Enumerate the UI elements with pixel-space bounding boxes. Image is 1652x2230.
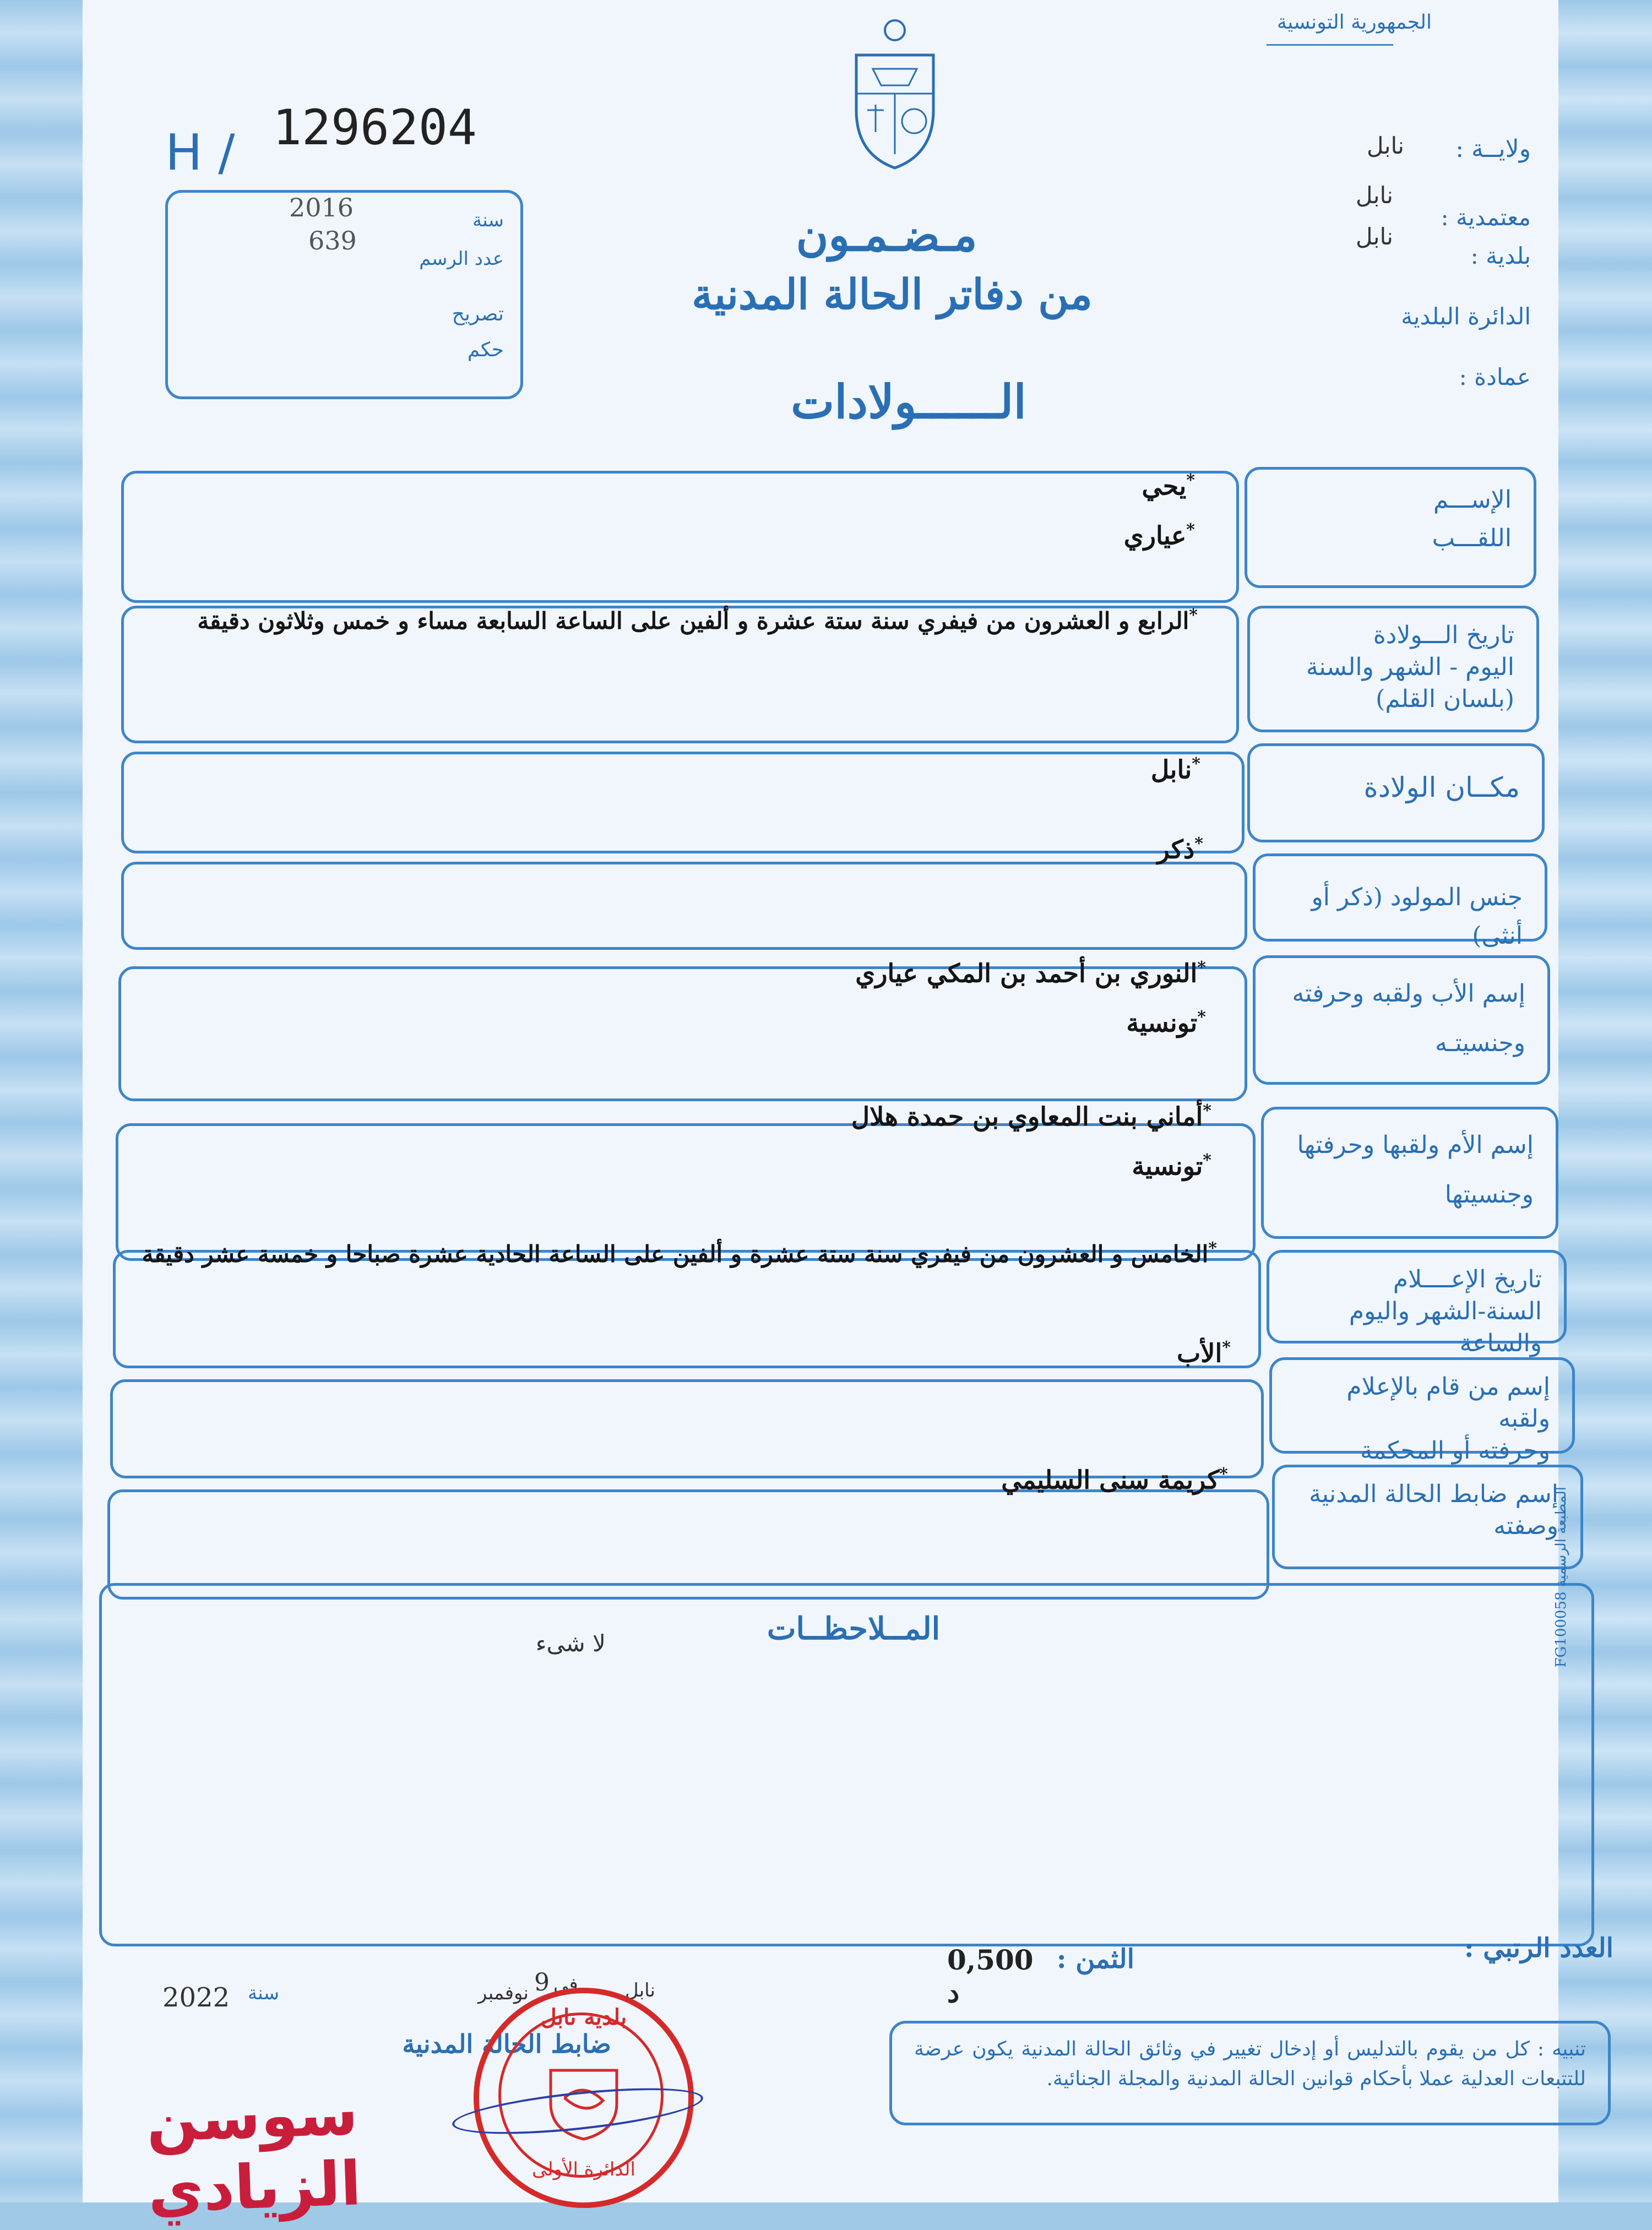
father-label: إسم الأب ولقبه وحرفته bbox=[1292, 980, 1525, 1008]
mother-label: إسم الأم ولقبها وحرفتها bbox=[1297, 1131, 1534, 1159]
declaration-date-label: تاريخ الإعــــلام bbox=[1393, 1265, 1542, 1293]
declarant-value-box bbox=[110, 1379, 1264, 1478]
officer-title-footer: ضابط الحالة المدنية bbox=[402, 2029, 611, 2059]
mother-label-box bbox=[1261, 1107, 1558, 1239]
judgment-label: حكم bbox=[467, 339, 504, 361]
serial-number: 1296204 bbox=[273, 99, 477, 156]
record-number-value: 639 bbox=[308, 226, 357, 255]
last-name-value: *عياري bbox=[1123, 520, 1195, 551]
republic-label: الجمهورية التونسية bbox=[1276, 11, 1432, 34]
declaration-label: تصريح bbox=[452, 303, 504, 325]
sector-label: عمادة : bbox=[1459, 363, 1531, 390]
printer-mark: المطبعة الرسمية FG100058 bbox=[1553, 1487, 1569, 1668]
birth-date-label: تاريخ الـــولادة bbox=[1373, 621, 1514, 649]
father-nationality-label: وجنسيتـه bbox=[1434, 1029, 1525, 1057]
municipal-district-label: الدائرة البلدية bbox=[1401, 303, 1531, 330]
title-births: الــــــولادات bbox=[791, 374, 1026, 429]
issue-day: 9 bbox=[534, 1968, 550, 1997]
gender-label: جنس المولود (ذكر أو أنثى) bbox=[1311, 883, 1523, 950]
year-label: سنة bbox=[472, 209, 504, 231]
stamp-bottom-text: الدائرة الأولى bbox=[532, 2158, 635, 2180]
remarks-value: لا شىء bbox=[535, 1630, 606, 1657]
officer-signature: سوسن الزيادي bbox=[145, 2077, 363, 2226]
gender-value-box bbox=[121, 862, 1247, 950]
year-value: 2016 bbox=[289, 193, 354, 222]
officer-value: *كريمة سنى السليمي bbox=[1001, 1465, 1228, 1495]
last-name-label: اللقـــب bbox=[1432, 524, 1512, 552]
serial-count-label: العدد الرتبي : bbox=[1464, 1933, 1613, 1964]
price-value: 0,500 د bbox=[947, 1944, 1034, 2009]
delegation-label: معتمدية : bbox=[1441, 204, 1531, 231]
record-info-box bbox=[165, 190, 523, 399]
municipality-label: بلدية : bbox=[1470, 242, 1531, 269]
birth-date-in-words-label: (بلسان القلم) bbox=[1376, 685, 1514, 713]
remarks-title: المــلاحظــات bbox=[767, 1611, 941, 1647]
price-label: الثمن : bbox=[1056, 1944, 1134, 1975]
issue-day-prefix: في bbox=[553, 1974, 578, 1996]
mother-name-value: *أماني بنت المعاوي بن حمدة هلال bbox=[851, 1101, 1211, 1132]
declarant-label-box bbox=[1269, 1357, 1575, 1465]
father-nationality-value: *تونسية bbox=[1126, 1008, 1206, 1038]
gender-value: *ذكر bbox=[1157, 834, 1203, 864]
name-value-box bbox=[121, 471, 1239, 603]
declaration-date-format-label: السنة-الشهر واليوم والساعة bbox=[1349, 1297, 1542, 1357]
officer-capacity-label: وصفته bbox=[1493, 1512, 1558, 1540]
declaration-date-value-box bbox=[113, 1250, 1261, 1368]
delegation-value: نابل bbox=[1356, 182, 1393, 209]
republic-underline bbox=[1267, 44, 1393, 46]
issue-year-label: سنة bbox=[248, 1982, 279, 2004]
tunisia-emblem-icon bbox=[840, 17, 950, 171]
declaration-date-value: *الخامس و العشرون من فيفري سنة ستة عشرة و ألفين على الساعة الحادية عشرة صباحا و خمسة عشر دقيقة bbox=[142, 1239, 1217, 1268]
birth-place-label-box bbox=[1247, 743, 1545, 842]
officer-label: إسم ضابط الحالة المدنية bbox=[1309, 1480, 1558, 1508]
issue-place: نابل bbox=[624, 1979, 655, 2001]
left-decorative-border bbox=[0, 0, 83, 2202]
legal-warning-text: تنبيه : كل من يقوم بالتدليس أو إدخال تغيير في وثائق الحالة المدنية يكون عرضة للتتبعات العدلية عملا بأحكام قوانين الحالة المدنية والمجلة الجنائية. bbox=[914, 2038, 1586, 2090]
title-civil-registers: من دفاتر الحالة المدنية bbox=[692, 270, 1093, 319]
birth-place-value: *نابل bbox=[1150, 754, 1200, 785]
birth-date-label-box bbox=[1247, 606, 1539, 732]
governorate-label: ولايــة : bbox=[1455, 135, 1531, 163]
father-name-value: *النوري بن أحمد بن المكي عياري bbox=[855, 958, 1206, 988]
mother-nationality-label: وجنسيتها bbox=[1444, 1181, 1534, 1209]
birth-place-value-box bbox=[121, 752, 1245, 853]
first-name-label: الإســـم bbox=[1433, 486, 1512, 514]
record-number-label: عدد الرسم bbox=[419, 248, 504, 270]
officer-label-box bbox=[1272, 1465, 1583, 1569]
stamp-top-text: بلدية نابل bbox=[540, 2004, 627, 2030]
birth-date-value: *الرابع و العشرون من فيفري سنة ستة عشرة و ألفين على الساعة السابعة مساء و خمس وثلاثون دقيقة bbox=[197, 606, 1198, 634]
birth-date-format-label: اليوم - الشهر والسنة bbox=[1306, 653, 1514, 681]
declarant-label: إسم من قام بالإعلام ولقبه bbox=[1346, 1373, 1550, 1433]
declaration-date-label-box bbox=[1267, 1250, 1567, 1357]
gender-label-box bbox=[1253, 853, 1547, 950]
issue-month: نوفمبر bbox=[478, 1982, 529, 2004]
issue-year: 2022 bbox=[162, 1982, 230, 2013]
serial-prefix: H / bbox=[165, 124, 235, 182]
declarant-occupation-label: وحرفته أو المحكمة bbox=[1360, 1437, 1550, 1465]
birth-place-label: مكــان الولادة bbox=[1363, 771, 1520, 803]
title-content: مـضـمـون bbox=[796, 209, 977, 261]
legal-warning-box bbox=[889, 2021, 1611, 2125]
declarant-value: *الأب bbox=[1176, 1338, 1231, 1368]
father-label-box bbox=[1253, 955, 1550, 1085]
governorate-value: نابل bbox=[1367, 132, 1404, 159]
municipality-value: نابل bbox=[1356, 223, 1393, 250]
name-label-box bbox=[1245, 467, 1536, 588]
first-name-value: *يحي bbox=[1142, 471, 1195, 501]
mother-nationality-value: *تونسية bbox=[1132, 1151, 1211, 1181]
